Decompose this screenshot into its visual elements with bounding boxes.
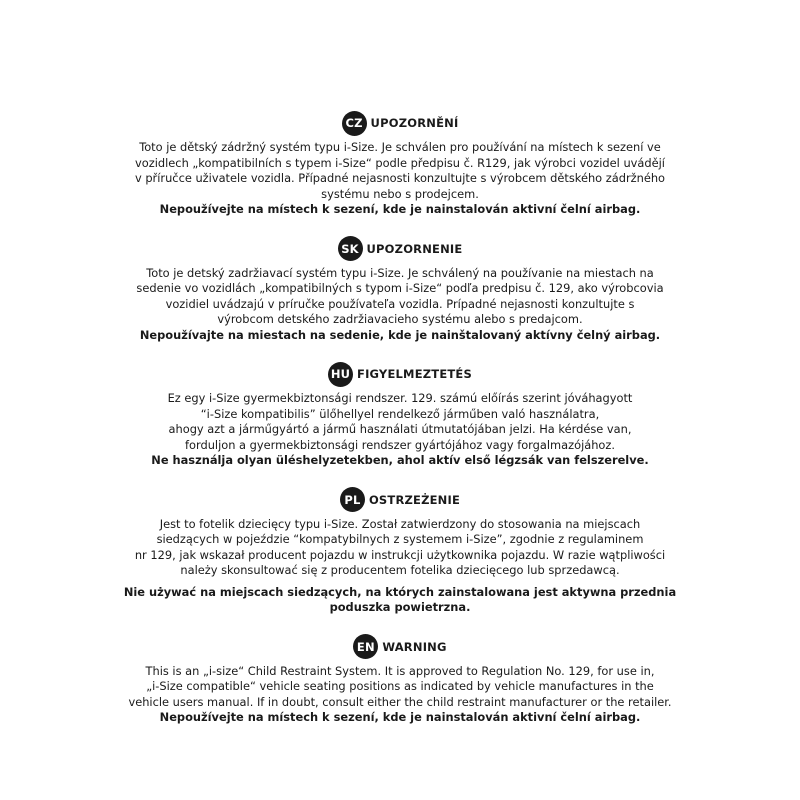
section-en bbox=[0, 634, 800, 726]
body-line: vehicle users manual. If in doubt, consult either the child restraint manufacturer or the retailer. bbox=[128, 694, 672, 709]
section-title: FIGYELMEZTETÉS bbox=[357, 367, 472, 381]
bold-warning-line: Nie używać na miejscach siedzących, na których zainstalowana jest aktywna przednia bbox=[123, 584, 677, 599]
body-line: Ez egy i-Size gyermekbiztonsági rendszer. 129. számú előírás szerint jóváhagyott bbox=[167, 391, 633, 405]
warning-document bbox=[0, 110, 800, 744]
body-line: należy skonsultować się z producentem fotelika dziecięcego lub sprzedawcą. bbox=[180, 563, 620, 577]
bold-warning-line: Nepoužívejte na místech k sezení, kde je nainstalován aktivní čelní airbag. bbox=[159, 710, 641, 724]
section-heading bbox=[0, 110, 800, 136]
language-badge-en: EN bbox=[353, 634, 378, 659]
body-line: systému nebo s prodejcem. bbox=[321, 186, 479, 201]
section-title: UPOZORNENIE bbox=[366, 241, 463, 256]
body-line: forduljon a gyermekbiztonsági rendszer gyártójához vagy forgalmazójához. bbox=[185, 437, 615, 452]
language-badge-cz: CZ bbox=[342, 111, 367, 136]
body-line: Toto je detský zadržiavací systém typu i-Size. Je schválený na používanie na miestach na bbox=[146, 265, 654, 280]
section-heading bbox=[0, 487, 800, 513]
section-heading bbox=[0, 236, 800, 262]
body-line: v příručce uživatele vozidla. Případné nejasnosti konzultujte s výrobcem dětského zádržného bbox=[134, 171, 666, 185]
bold-warning-line: Ne használja olyan üléshelyzetekben, ahol aktív első légzsák van felszerelve. bbox=[151, 453, 649, 467]
section-title: UPOZORNĚNÍ bbox=[370, 116, 459, 130]
bold-warning-line: Nepoužívajte na miestach na sedenie, kde je nainštalovaný aktívny čelný airbag. bbox=[139, 327, 661, 342]
body-line: This is an „i-size“ Child Restraint System. It is approved to Regulation No. 129, for use in, bbox=[145, 663, 655, 678]
section-pl bbox=[0, 487, 800, 616]
language-badge-sk: SK bbox=[338, 236, 363, 261]
section-sk bbox=[0, 236, 800, 344]
section-title: WARNING bbox=[382, 639, 447, 654]
body-line: výrobcom detského zadržiavacieho systému alebo s predajcom. bbox=[217, 312, 583, 326]
body-line: vozidiel uvádzajú v príručke používateľa vozidla. Prípadné nejasnosti konzultujte s bbox=[165, 296, 635, 311]
body-line: vozidlech „kompatibilních s typem i-Size“ podle předpisu č. R129, jak výrobci vozidel uvádějí bbox=[135, 155, 665, 170]
language-badge-pl: PL bbox=[340, 487, 365, 512]
section-title: OSTRZEŻENIE bbox=[368, 492, 461, 507]
bold-warning-line: poduszka powietrzna. bbox=[329, 600, 471, 614]
body-line: sedenie vo vozidlách „kompatibilných s typom i-Size“ podľa predpisu č. 129, ako výrobcovia bbox=[136, 281, 664, 295]
body-line: ahogy azt a járműgyártó a jármű használati útmutatójában jelzi. Ha kérdése van, bbox=[168, 422, 632, 436]
body-line: Jest to fotelik dziecięcy typu i-Size. Został zatwierdzony do stosowania na miejscach bbox=[159, 516, 641, 531]
section-hu bbox=[0, 361, 800, 469]
body-line: “i-Size kompatibilis” ülőhellyel rendelkező járműben való használatra, bbox=[200, 406, 600, 421]
section-cz bbox=[0, 110, 800, 218]
section-heading bbox=[0, 361, 800, 387]
body-line: nr 129, jak wskazał producent pojazdu w instrukcji użytkownika pojazdu. W razie wątpliwości bbox=[134, 547, 666, 562]
section-heading bbox=[0, 634, 800, 660]
language-badge-hu: HU bbox=[328, 362, 353, 387]
body-line: Toto je dětský zádržný systém typu i-Size. Je schválen pro používání na místech k sezení ve bbox=[139, 140, 661, 154]
body-line: „i-Size compatible“ vehicle seating positions as indicated by vehicle manufactures in the bbox=[146, 679, 654, 693]
body-line: siedzących w pojeździe “kompatybilnych z systemem i-Size”, zgodnie z regulaminem bbox=[156, 532, 644, 546]
bold-warning-line: Nepoužívejte na místech k sezení, kde je nainstalován aktivní čelní airbag. bbox=[159, 202, 641, 216]
